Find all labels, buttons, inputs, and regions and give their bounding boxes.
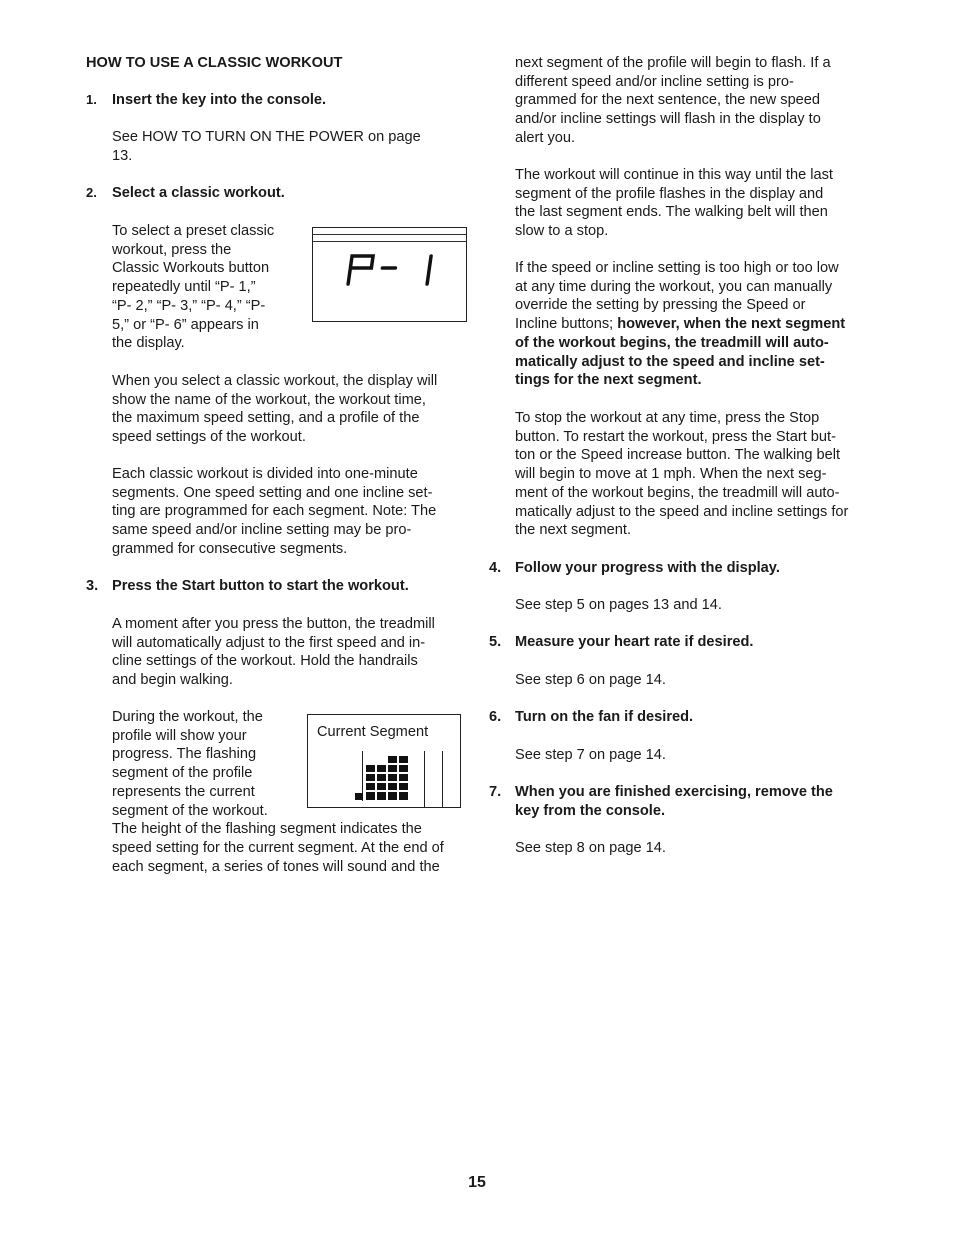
display-text-hidden: P- 1 <box>313 215 343 232</box>
step-3-title: Press the Start button to start the workout. <box>112 578 409 594</box>
section-title: HOW TO USE A CLASSIC WORKOUT <box>86 55 343 71</box>
step-6-body: See step 7 on page 14. <box>515 747 666 763</box>
step-4-title: Follow your progress with the display. <box>515 560 780 576</box>
step-2-title: Select a classic workout. <box>112 185 285 201</box>
step-1-title: Insert the key into the console. <box>112 92 327 108</box>
step-2-float-text: To select a preset classic workout, press the Classic Workouts button repeatedly until “P- 1,” “P- 2,” “P- 3,” “P- 4,” “P- 5,” or “P- 6” appears in the display. <box>112 223 275 352</box>
right-para-3: If the speed or incline setting is too high or too low at any time during the workout, you can manually override the setting by pressing the Speed or Incline buttons; however, when the next segment of the workout begins, the treadmill will auto- matically adjust to the speed and incline set- tings for the next segment. <box>515 260 846 389</box>
right-para-2: The workout will continue in this way until the last segment of the profile flashes in the display and the last segment ends. The walking belt will then slow to a stop. <box>515 167 833 240</box>
profile-label: Current Segment <box>317 724 429 740</box>
step-5-title: Measure your heart rate if desired. <box>515 634 754 650</box>
step-7-title: When you are finished exercising, remove the key from the console. <box>515 784 833 819</box>
step-7-number: 7. <box>489 784 502 800</box>
page-number: 15 <box>468 1174 486 1191</box>
right-para-4: To stop the workout at any time, press the Stop button. To restart the workout, press the Start but- ton or the Speed increase button. The walking belt will begin to move at 1 mph. When the next seg- ment of the workout begins, the treadmill will auto- matically adjust to the speed and incline settings for the next segment. <box>515 410 849 539</box>
step-6-number: 6. <box>489 709 502 725</box>
profile-divider-2 <box>442 751 443 807</box>
step-1-body: See HOW TO TURN ON THE POWER on page 13. <box>112 129 421 164</box>
step-3-number: 3. <box>86 578 99 594</box>
profile-divider-1 <box>424 751 425 807</box>
step-4-number: 4. <box>489 560 502 576</box>
step-3-body: A moment after you press the button, the treadmill will automatically adjust to the first speed and in- cline settings of the workout. Hold the handrails and begin walking. <box>112 616 435 689</box>
current-segment-block <box>355 793 363 800</box>
step-2-body-3: Each classic workout is divided into one-minute segments. One speed setting and one incline set- ting are programmed for each segment. Note: The same speed and/or incline setting may be pro- grammed for consecutive segments. <box>112 466 437 557</box>
profile-grid <box>354 751 424 803</box>
step-5-number: 5. <box>489 634 502 650</box>
right-para-1: next segment of the profile will begin to flash. If a different speed and/or incline setting is pro- grammed for the next sentence, the new speed and/or incline settings will flash in the display to alert you. <box>515 55 831 146</box>
workout-display <box>312 215 467 322</box>
display-segment-digits <box>313 215 466 321</box>
step-1-number: 1. <box>86 92 97 107</box>
step-7-body: See step 8 on page 14. <box>515 840 666 856</box>
step-4-body: See step 5 on pages 13 and 14. <box>515 597 722 613</box>
step-6-title: Turn on the fan if desired. <box>515 709 694 725</box>
step-3-float-text: During the workout, the profile will show your progress. The flashing segment of the profile represents the current segment of the workout. The height of the flashing segment indicates the speed setting for the current segment. At the end of each segment, a series of tones will sound and the <box>112 709 444 875</box>
step-5-body: See step 6 on page 14. <box>515 672 666 688</box>
profile-display <box>307 714 461 808</box>
step-2-body-2: When you select a classic workout, the display will show the name of the workout, the workout time, the maximum speed setting, and a profile of the speed settings of the workout. <box>112 373 438 446</box>
step-2-number: 2. <box>86 185 97 200</box>
